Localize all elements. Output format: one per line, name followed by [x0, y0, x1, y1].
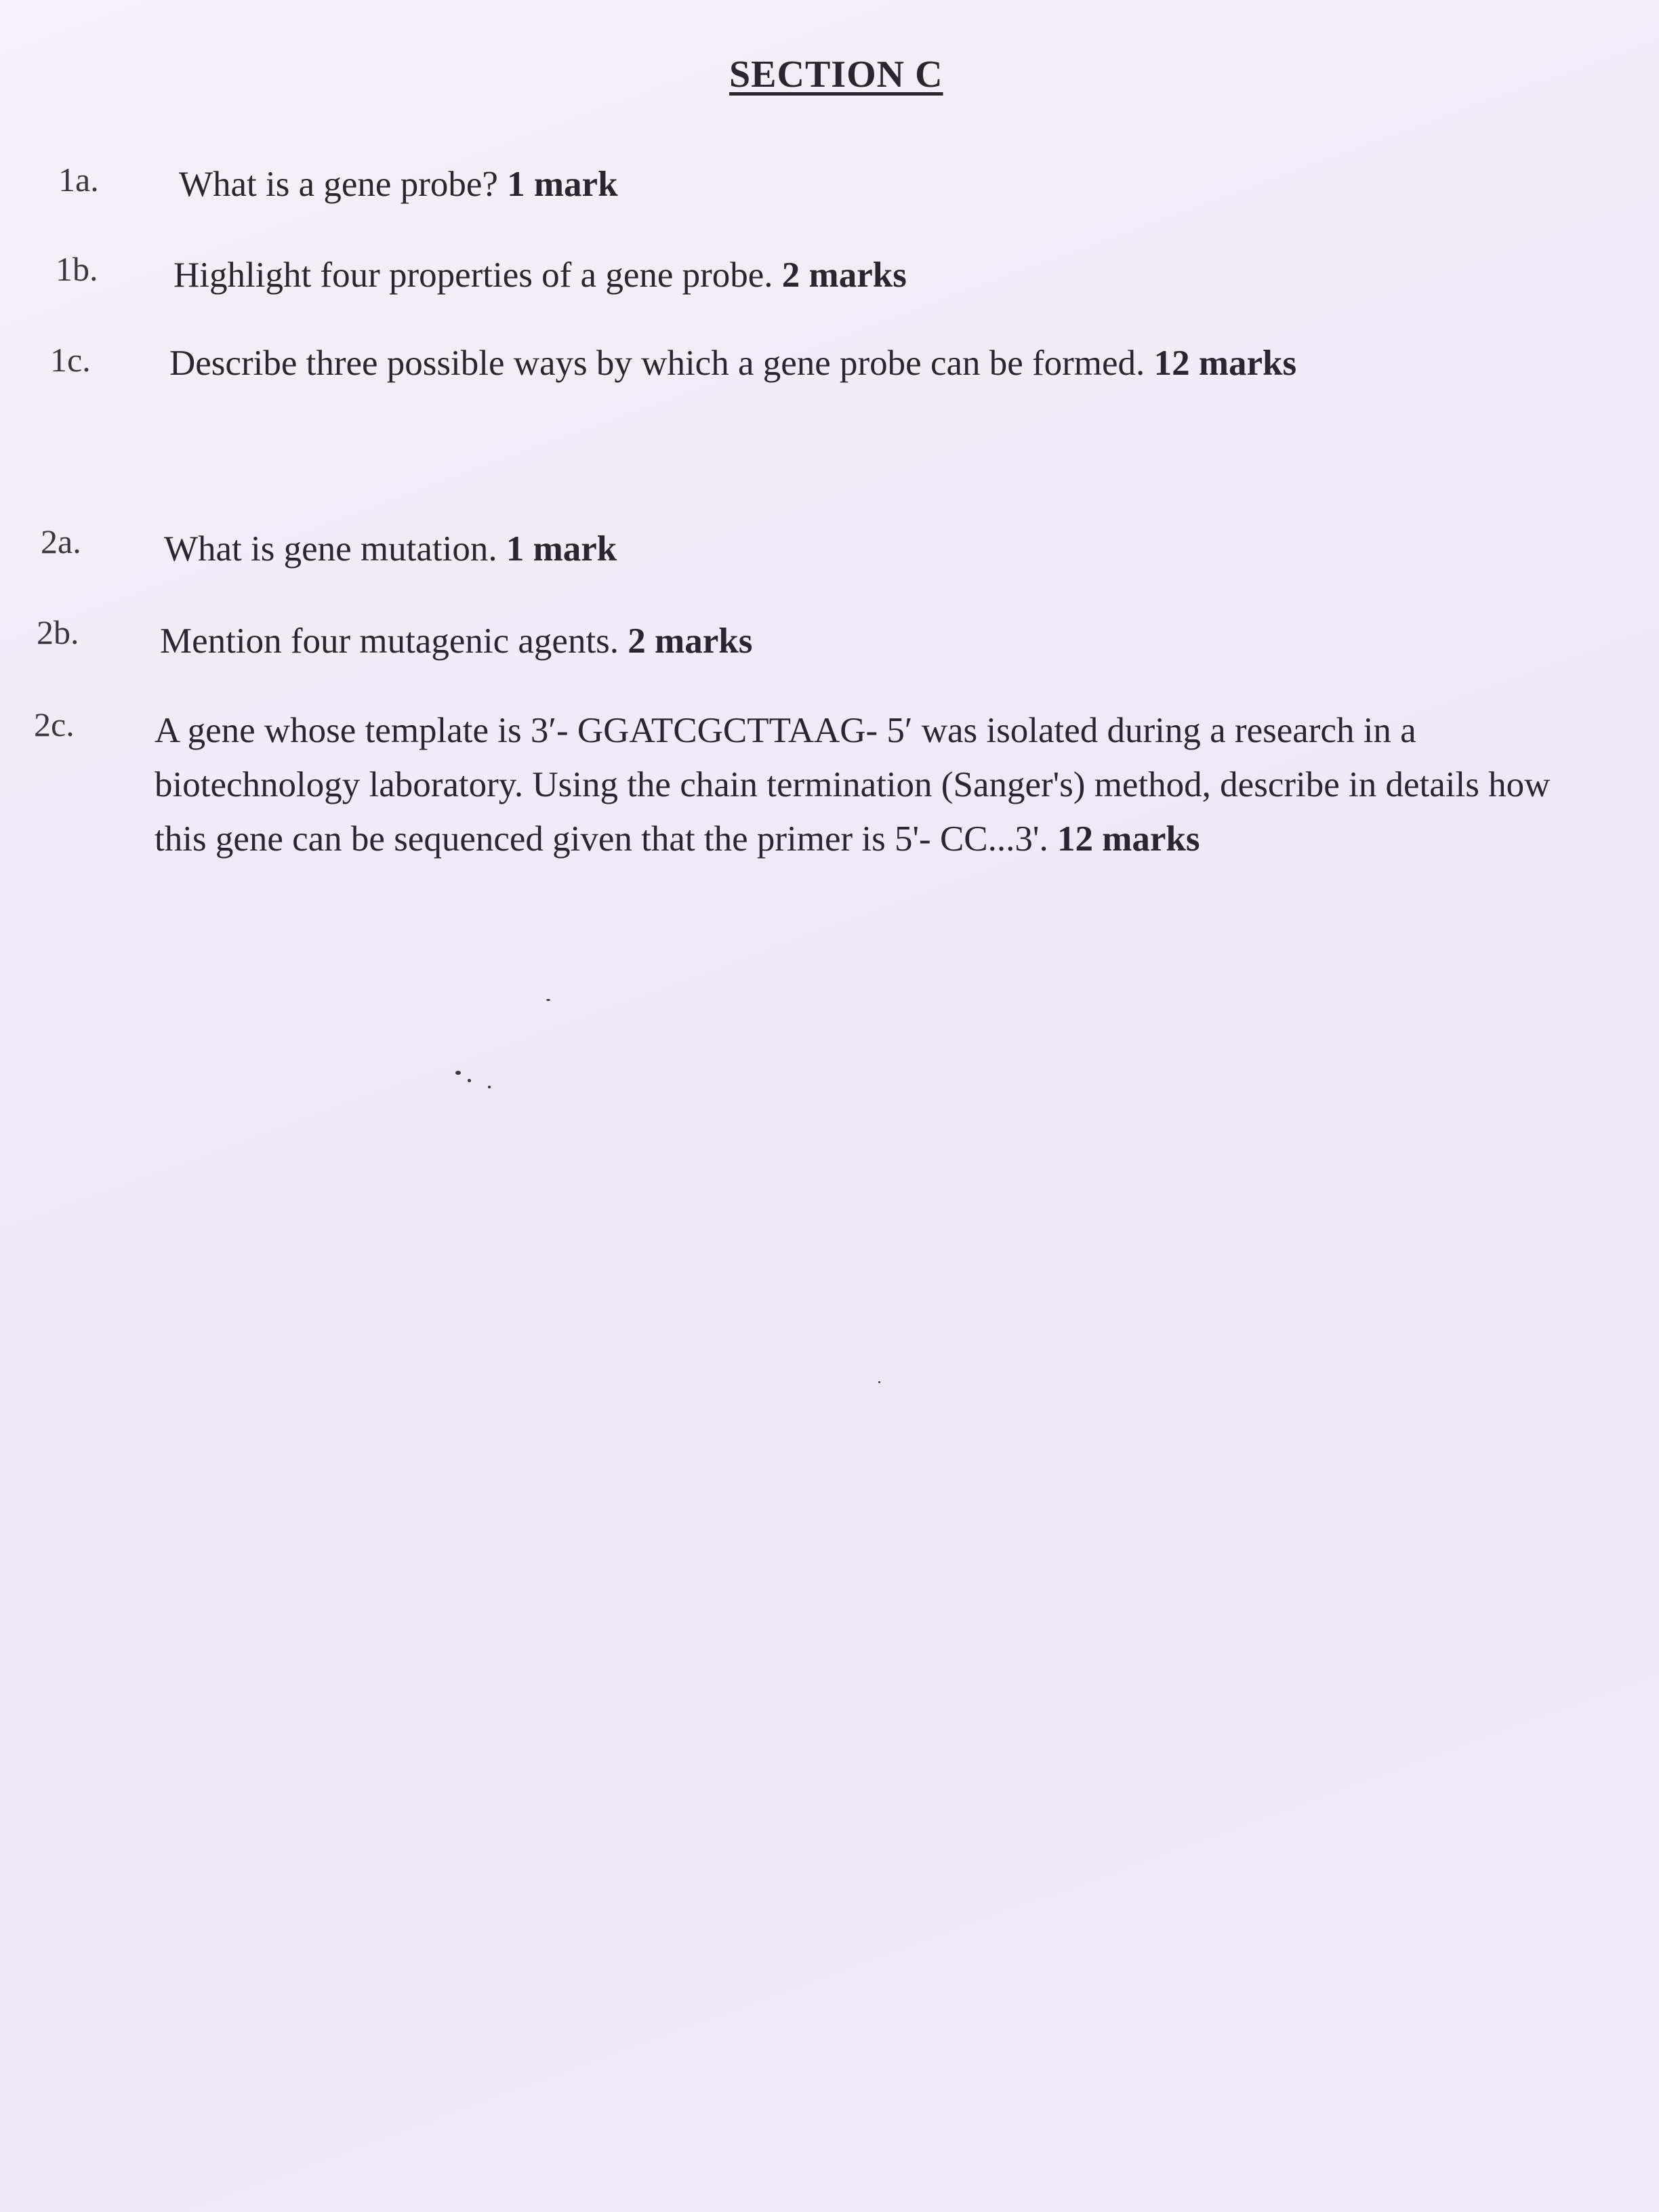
question-prompt: What is a gene probe?	[179, 165, 498, 204]
marks-label: 12 marks	[1153, 344, 1297, 383]
question-number: 1a.	[58, 161, 99, 199]
marks-label: 1 mark	[507, 165, 618, 204]
section-title: SECTION C	[729, 54, 943, 96]
paper-speck	[488, 1086, 491, 1088]
question-prompt: Mention four mutagenic agents.	[160, 621, 619, 661]
question-number: 2c.	[34, 705, 75, 743]
question-text	[155, 703, 1605, 866]
question-prompt: Highlight four properties of a gene probe.	[173, 255, 773, 295]
question-prompt: Describe three possible ways by which a gene probe can be formed.	[169, 344, 1145, 383]
question-text	[164, 522, 617, 576]
question-text	[179, 157, 618, 211]
marks-label: 2 marks	[628, 621, 753, 661]
marks-label: 1 mark	[506, 529, 617, 569]
question-text	[160, 614, 752, 668]
marks-label: 2 marks	[781, 255, 907, 295]
paper-speck	[878, 1381, 880, 1383]
question-number: 2a.	[41, 523, 81, 560]
question-number: 1c.	[50, 341, 91, 379]
paper-speck	[546, 999, 550, 1001]
question-prompt: A gene whose template is 3′- GGATCGCTTAAG- 5′ was isolated during a research in a biotechnology laboratory. Using the chain termination (Sanger's) method, describe in details how this gene can be sequenced given that the primer is 5'- CC...3'.	[155, 711, 1551, 859]
paper-speck	[468, 1079, 471, 1082]
paper-speck	[455, 1071, 461, 1075]
question-text	[173, 248, 907, 302]
question-number: 1b.	[56, 250, 98, 288]
marks-label: 12 marks	[1057, 819, 1200, 859]
question-text	[169, 336, 1296, 390]
question-prompt: What is gene mutation.	[164, 529, 497, 569]
question-number: 2b.	[37, 613, 79, 651]
